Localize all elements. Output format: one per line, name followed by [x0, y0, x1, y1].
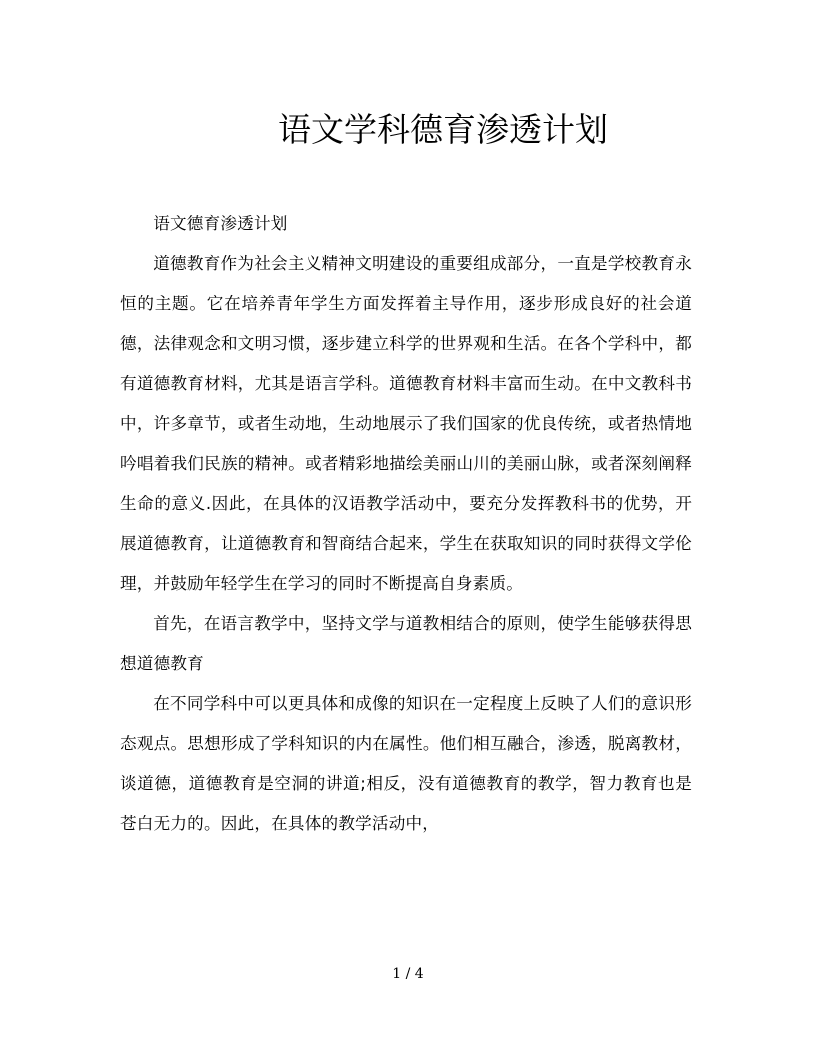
paragraph: 在不同学科中可以更具体和成像的知识在一定程度上反映了人们的意识形态观点。思想形成了学科知识的内在属性。他们相互融合，渗透，脱离教材，谈道德，道德教育是空洞的讲道;相反，没有道德教育的教学，智力教育也是苍白无力的。因此，在具体的教学活动中，	[120, 694, 692, 833]
section-heading: 语文德育渗透计划	[153, 214, 288, 233]
document-title: 语文学科德育渗透计划	[278, 110, 608, 149]
paragraph: 道德教育作为社会主义精神文明建设的重要组成部分，一直是学校教育永恒的主题。它在培养青年学生方面发挥着主导作用，逐步形成良好的社会道德，法律观念和文明习惯，逐步建立科学的世界观和生活。在各个学科中，都有道德教育材料，尤其是语言学科。道德教育材料丰富而生动。在中文教科书中，许多章节，或者生动地，生动地展示了我们国家的优良传统，或者热情地吟唱着我们民族的精神。或者精彩地描绘美丽山川的美丽山脉，或者深刻阐释生命的意义.因此，在具体的汉语教学活动中，要充分发挥教科书的优势，开展道德教育，让道德教育和智商结合起来，学生在获取知识的同时获得文学伦理，并鼓励年轻学生在学习的同时不断提高自身素质。	[120, 254, 692, 593]
document-body	[120, 204, 692, 844]
paragraph: 首先，在语言教学中，坚持文学与道教相结合的原则，使学生能够获得思想道德教育	[120, 614, 692, 673]
page-number: 1 / 4	[392, 966, 424, 982]
